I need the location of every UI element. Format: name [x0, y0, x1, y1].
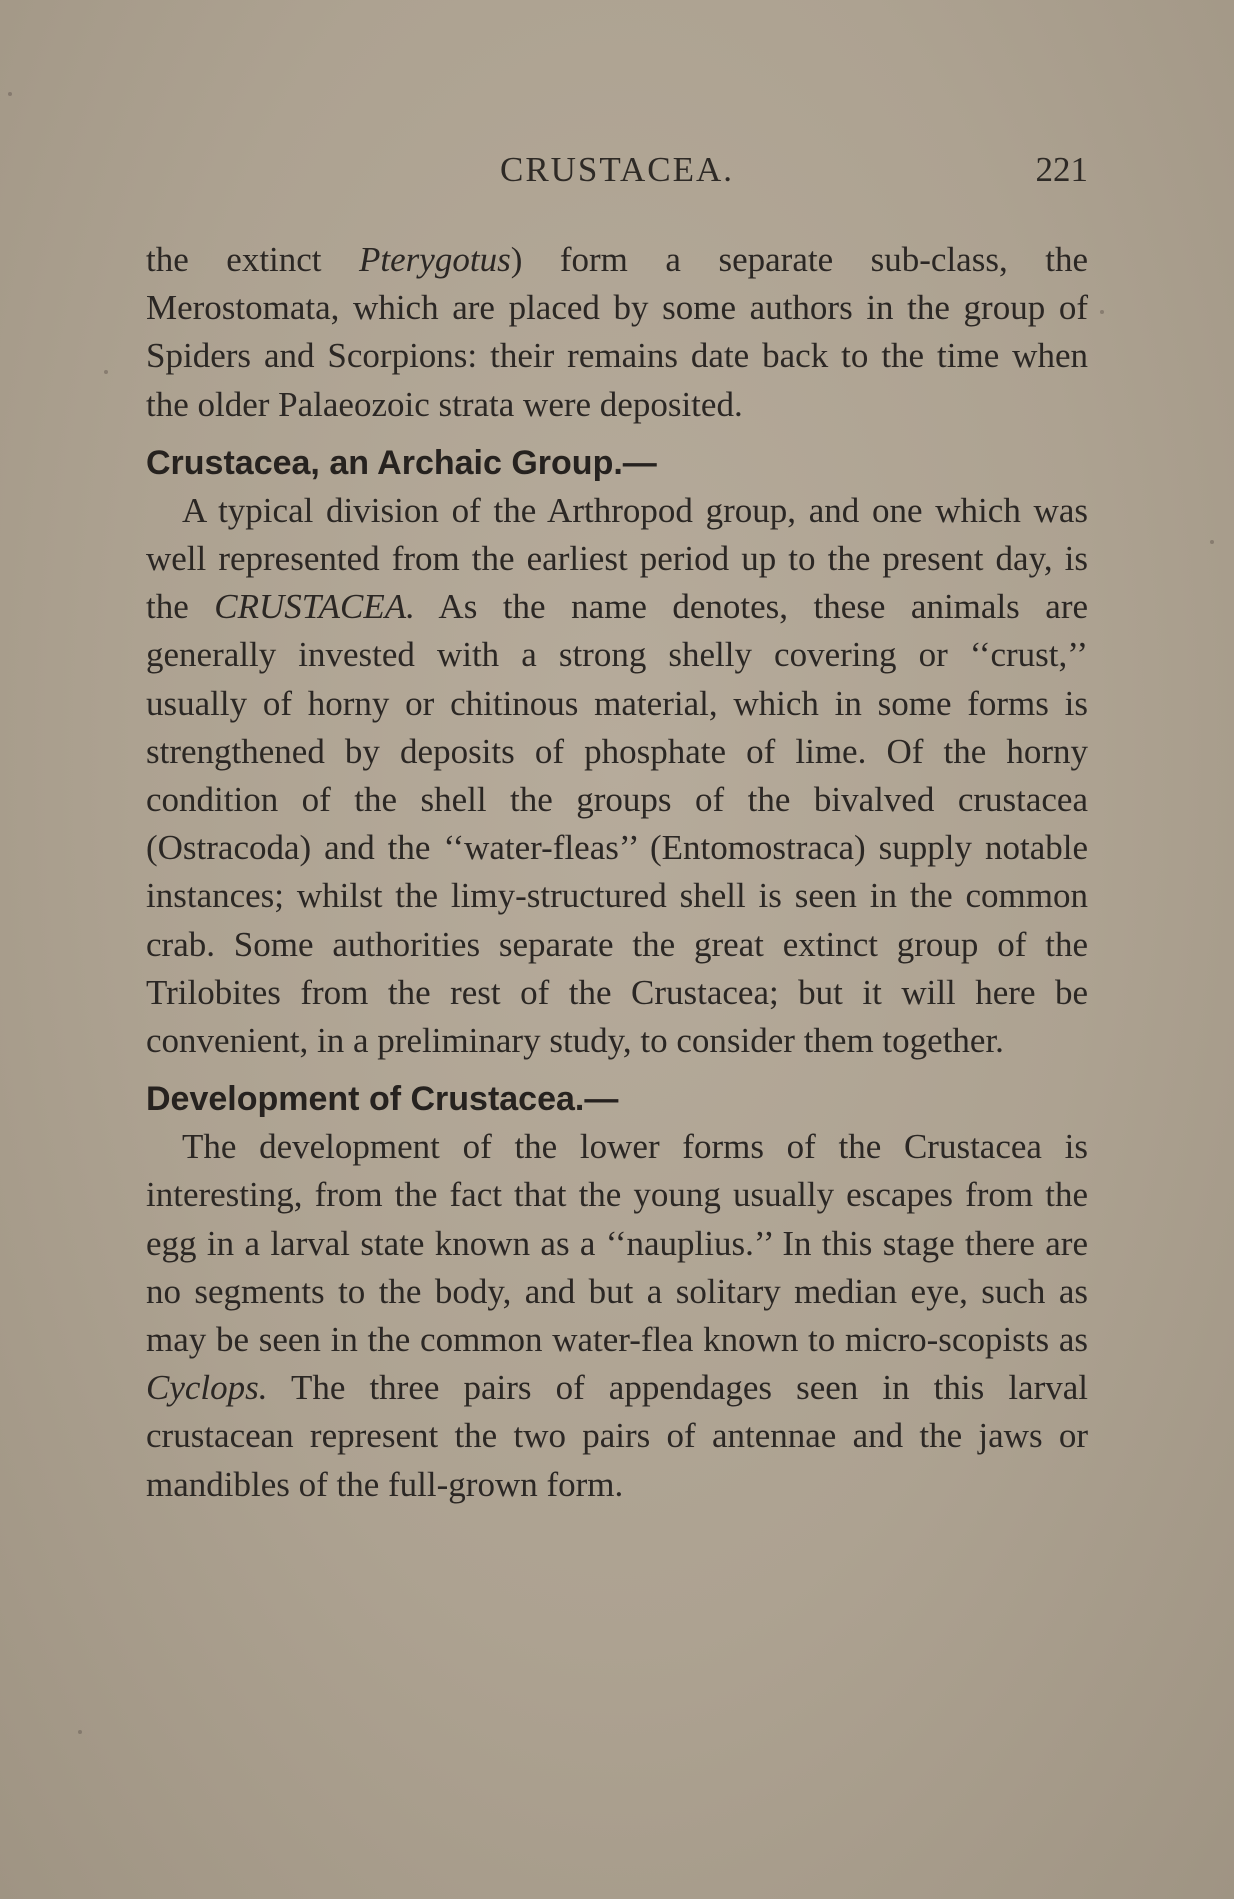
paper-speck: [1210, 540, 1214, 544]
paper-speck: [1100, 310, 1104, 314]
section-heading-archaic-group: Crustacea, an Archaic Group.—: [146, 443, 657, 482]
paper-speck: [104, 370, 108, 374]
paragraph-text: The three pairs of appendages seen in this larval crustacean represent the two pairs of antennae and the jaws or mandibles of the full-grown form.: [146, 1368, 1088, 1504]
italic-term: Pterygotus: [359, 240, 511, 279]
paragraph-development: [146, 1123, 1088, 1509]
paragraph-text: ) form a separate sub-class, the Merostomata, which are placed by some authors in the group of Spiders and Scorpions: their remains date back to the time when the older Palaeozoic strata were deposited.: [146, 240, 1088, 424]
paper-speck: [78, 1730, 82, 1734]
paragraph-continued: [146, 236, 1088, 429]
page-number: 221: [1035, 150, 1088, 189]
italic-term: Cyclops.: [146, 1368, 268, 1408]
paragraph-text: the extinct: [146, 240, 360, 279]
paragraph-text: A typical division of the Arthropod group, and one which was well represented from the earliest period up to the present day, is the: [146, 490, 1088, 627]
paragraph-text: The development of the lower forms of the Crustacea is interesting, from the fact that the young usually escapes from the egg in a larval state known as a ‘‘nauplius.’’ In this stage there are no segments to the body, and but a solitary median eye, such as may be seen in the common water-flea known to micro-scopists as: [146, 1127, 1088, 1360]
page-title: CRUSTACEA.: [499, 150, 735, 189]
section-heading-development: Development of Crustacea.—: [146, 1080, 619, 1119]
body-text: [146, 236, 1088, 1509]
paper-speck: [8, 92, 12, 96]
running-head: [146, 150, 1088, 198]
italic-term: CRUSTACEA.: [214, 587, 415, 627]
paragraph-text: As the name denotes, these animals are generally invested with a strong shelly covering or ‘‘crust,’’ usually of horny or chitinous material, which in some forms is strengthened by deposits of phosphate of lime. Of the horny condition of the shell the groups of the bivalved crustacea (Ostracoda) and the ‘‘water-fleas’’ (Entomostraca) supply notable instances; whilst the limy-structured shell is seen in the common crab. Some authorities separate the great extinct group of the Trilobites from the rest of the Crustacea; but it will here be convenient, in a preliminary study, to consider them together.: [146, 587, 1089, 1061]
paragraph-crustacea-description: [146, 487, 1088, 1065]
